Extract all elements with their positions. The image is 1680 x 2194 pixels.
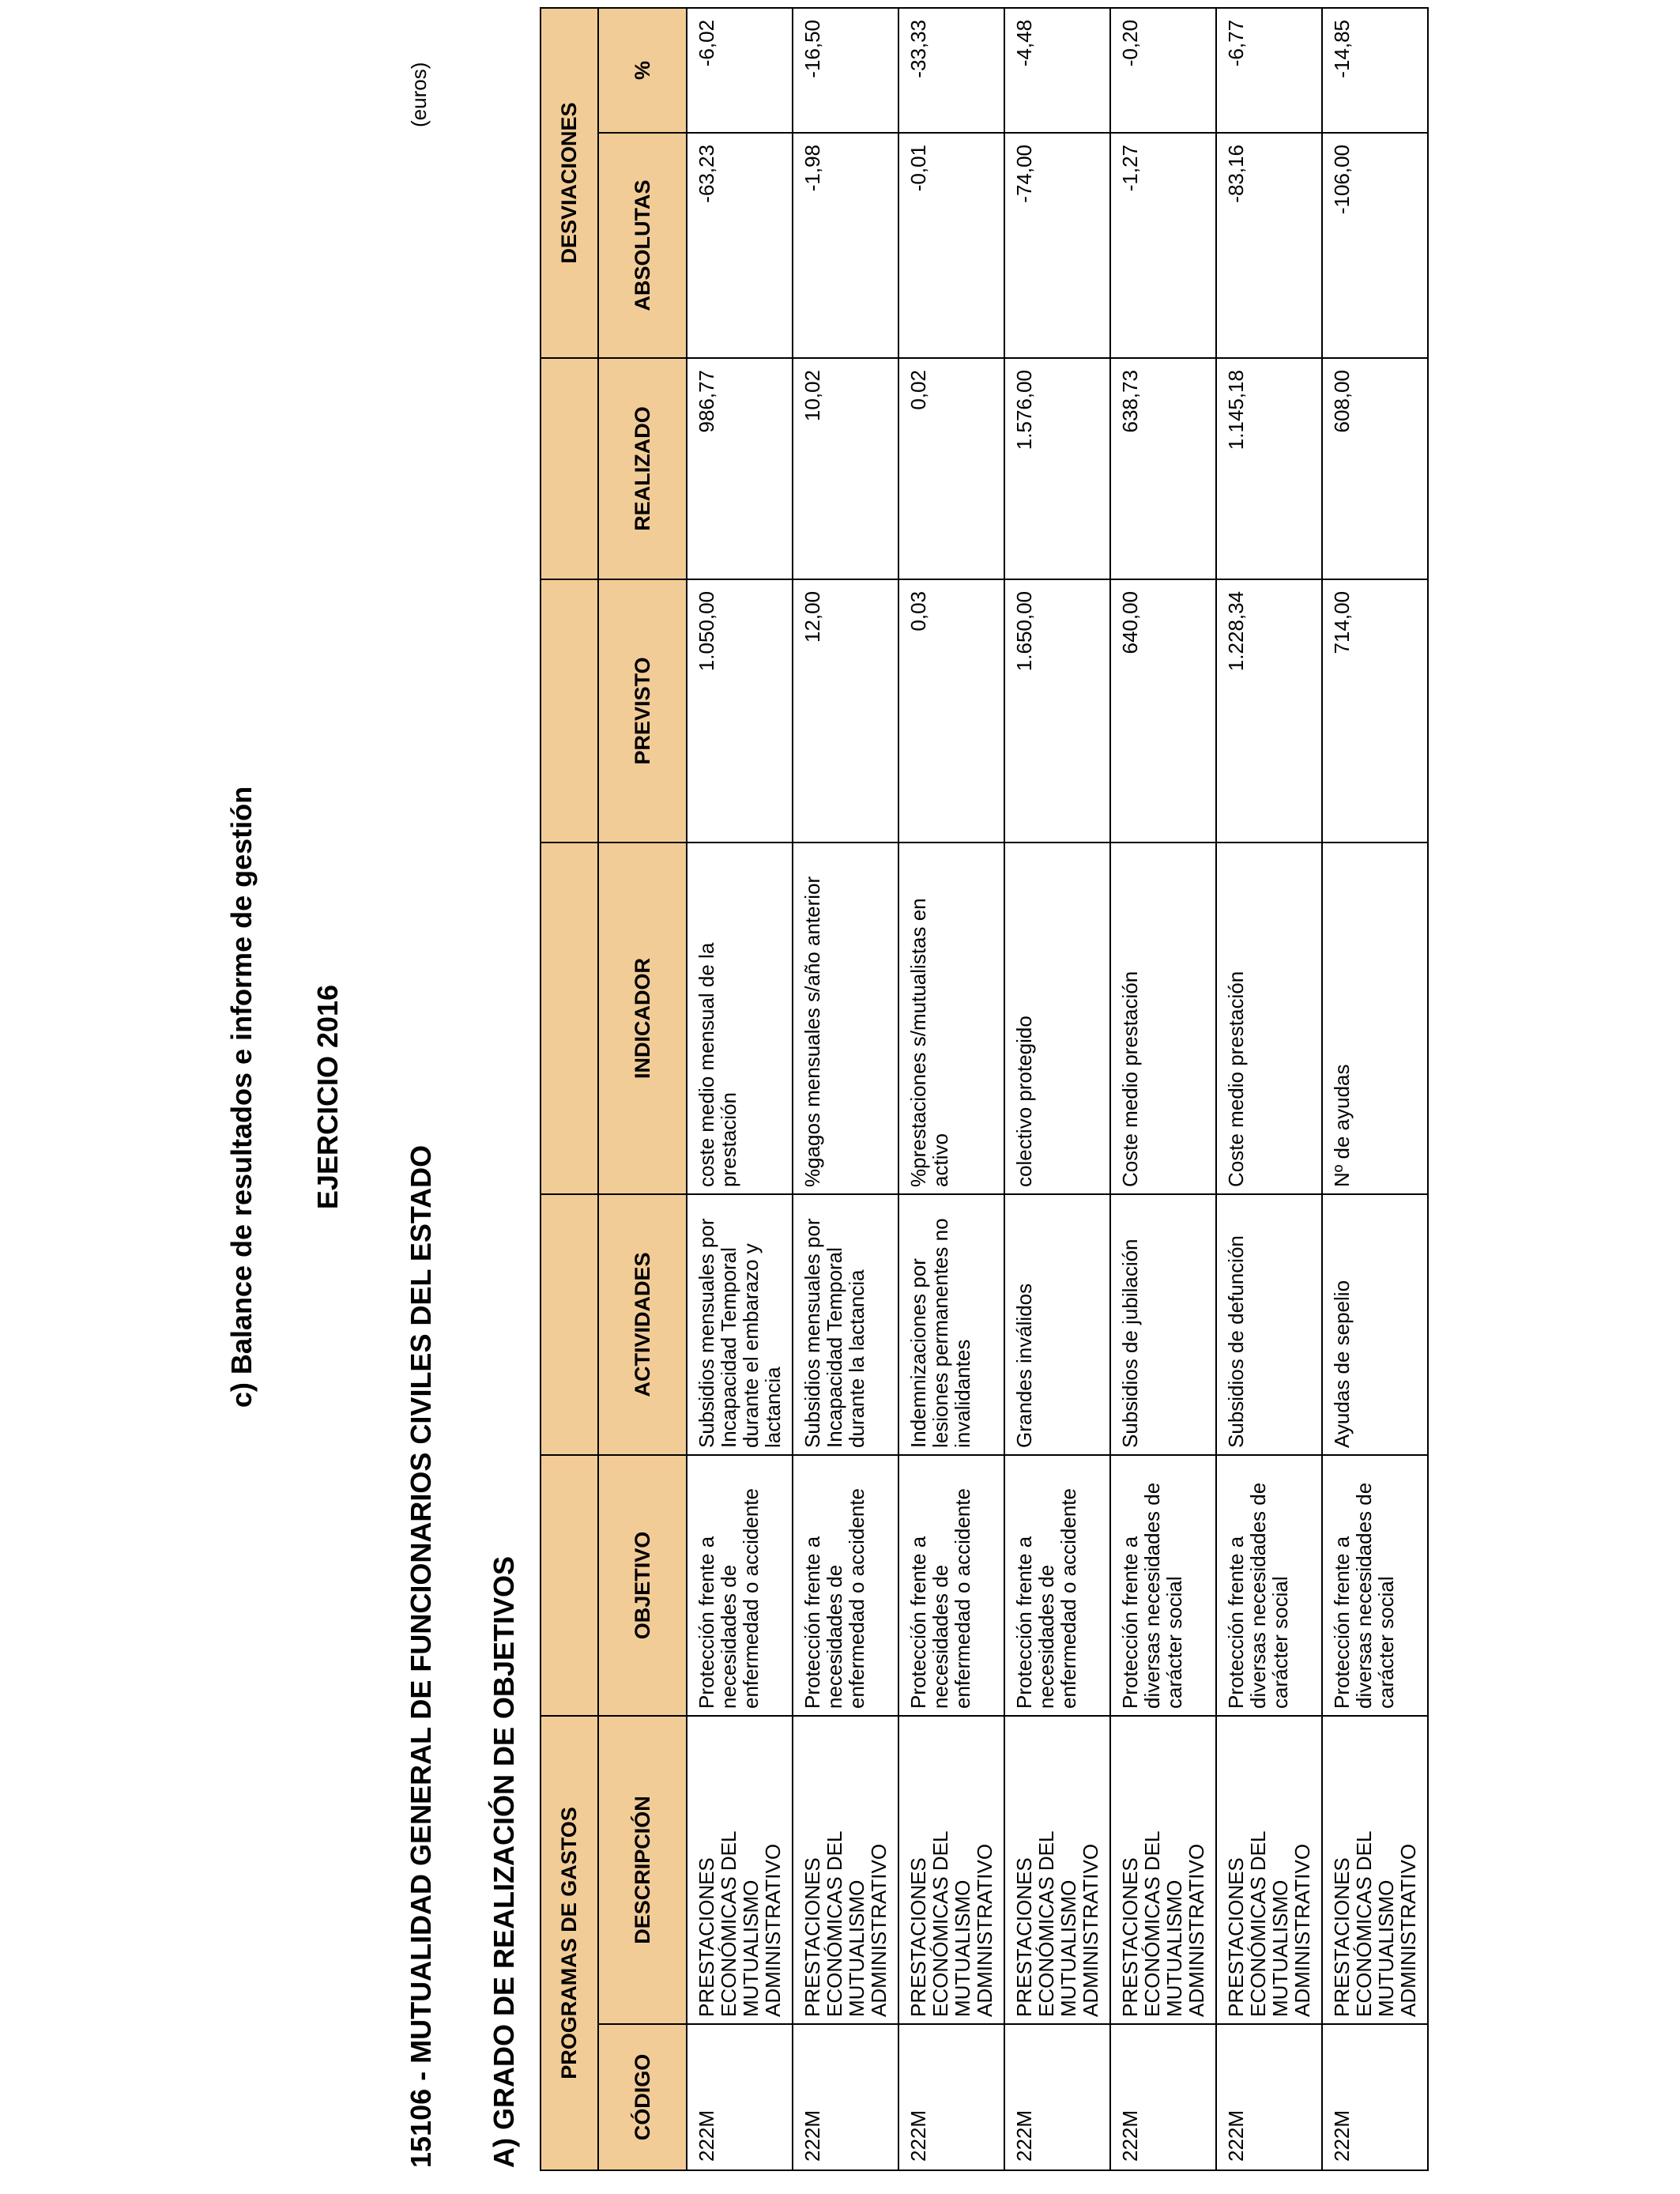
cell-previsto: 0,03 — [898, 579, 1004, 843]
cell-descripcion: PRESTACIONES ECONÓMICAS DEL MUTUALISMO ADMINISTRATIVO — [687, 1716, 793, 2024]
header-spacer — [541, 358, 598, 579]
cell-absolutas: -106,00 — [1322, 133, 1428, 358]
cell-indicador: Coste medio prestación — [1216, 843, 1322, 1194]
cell-porcentaje: -16,50 — [793, 8, 898, 133]
cell-realizado: 10,02 — [793, 358, 898, 579]
cell-codigo: 222M — [1322, 2024, 1428, 2170]
table-row — [1322, 8, 1428, 2170]
section-heading: A) GRADO DE REALIZACIÓN DE OBJETIVOS — [488, 1555, 520, 2168]
cell-descripcion: PRESTACIONES ECONÓMICAS DEL MUTUALISMO ADMINISTRATIVO — [898, 1716, 1004, 2024]
table-row — [793, 8, 898, 2170]
cell-indicador: %prestaciones s/mutualistas en activo — [898, 843, 1004, 1194]
cell-descripcion: PRESTACIONES ECONÓMICAS DEL MUTUALISMO ADMINISTRATIVO — [1004, 1716, 1110, 2024]
cell-indicador: Nº de ayudas — [1322, 843, 1428, 1194]
cell-actividades: Subsidios mensuales por Incapacidad Temporal durante la lactancia — [793, 1194, 898, 1455]
column-header-actividades: ACTIVIDADES — [598, 1194, 687, 1455]
table-row — [898, 8, 1004, 2170]
cell-realizado: 1.145,18 — [1216, 358, 1322, 579]
cell-codigo: 222M — [898, 2024, 1004, 2170]
cell-indicador: %gagos mensuales s/año anterior — [793, 843, 898, 1194]
cell-indicador: colectivo protegido — [1004, 843, 1110, 1194]
table-body — [687, 8, 1428, 2170]
cell-codigo: 222M — [687, 2024, 793, 2170]
cell-descripcion: PRESTACIONES ECONÓMICAS DEL MUTUALISMO ADMINISTRATIVO — [1110, 1716, 1216, 2024]
table-row — [1110, 8, 1216, 2170]
table-row — [1004, 8, 1110, 2170]
cell-objetivo: Protección frente a diversas necesidades de carácter social — [1110, 1455, 1216, 1716]
cell-realizado: 638,73 — [1110, 358, 1216, 579]
column-header-indicador: INDICADOR — [598, 843, 687, 1194]
cell-indicador: coste medio mensual de la prestación — [687, 843, 793, 1194]
cell-previsto: 1.050,00 — [687, 579, 793, 843]
header-spacer — [541, 1455, 598, 1716]
cell-porcentaje: -0,20 — [1110, 8, 1216, 133]
cell-actividades: Indemnizaciones por lesiones permanentes no invalidantes — [898, 1194, 1004, 1455]
cell-realizado: 986,77 — [687, 358, 793, 579]
cell-actividades: Subsidios de jubilación — [1110, 1194, 1216, 1455]
cell-codigo: 222M — [793, 2024, 898, 2170]
fiscal-year-heading: EJERCICIO 2016 — [311, 984, 344, 1210]
cell-codigo: 222M — [1110, 2024, 1216, 2170]
cell-absolutas: -63,23 — [687, 133, 793, 358]
column-header-absolutas: ABSOLUTAS — [598, 133, 687, 358]
cell-descripcion: PRESTACIONES ECONÓMICAS DEL MUTUALISMO ADMINISTRATIVO — [1216, 1716, 1322, 2024]
cell-codigo: 222M — [1216, 2024, 1322, 2170]
cell-porcentaje: -6,77 — [1216, 8, 1322, 133]
column-header-porcentaje: % — [598, 8, 687, 133]
cell-objetivo: Protección frente a diversas necesidades de carácter social — [1322, 1455, 1428, 1716]
cell-indicador: Coste medio prestación — [1110, 843, 1216, 1194]
group-header-programas: PROGRAMAS DE GASTOS — [541, 1716, 598, 2170]
cell-actividades: Subsidios de defunción — [1216, 1194, 1322, 1455]
cell-objetivo: Protección frente a necesidades de enfermedad o accidente — [898, 1455, 1004, 1716]
table-row — [1216, 8, 1322, 2170]
cell-absolutas: -1,98 — [793, 133, 898, 358]
cell-objetivo: Protección frente a necesidades de enfermedad o accidente — [687, 1455, 793, 1716]
header-spacer — [541, 579, 598, 843]
cell-objetivo: Protección frente a necesidades de enfermedad o accidente — [793, 1455, 898, 1716]
cell-actividades: Subsidios mensuales por Incapacidad Temporal durante el embarazo y lactancia — [687, 1194, 793, 1455]
cell-absolutas: -74,00 — [1004, 133, 1110, 358]
column-header-previsto: PREVISTO — [598, 579, 687, 843]
cell-absolutas: -1,27 — [1110, 133, 1216, 358]
cell-previsto: 12,00 — [793, 579, 898, 843]
header-spacer — [541, 843, 598, 1194]
cell-objetivo: Protección frente a necesidades de enfermedad o accidente — [1004, 1455, 1110, 1716]
entity-heading: 15106 - MUTUALIDAD GENERAL DE FUNCIONARIOS CIVILES DEL ESTADO — [405, 1144, 437, 2168]
cell-previsto: 714,00 — [1322, 579, 1428, 843]
objectives-table — [540, 7, 1429, 2171]
cell-porcentaje: -33,33 — [898, 8, 1004, 133]
cell-absolutas: -83,16 — [1216, 133, 1322, 358]
cell-porcentaje: -14,85 — [1322, 8, 1428, 133]
cell-descripcion: PRESTACIONES ECONÓMICAS DEL MUTUALISMO ADMINISTRATIVO — [1322, 1716, 1428, 2024]
cell-previsto: 640,00 — [1110, 579, 1216, 843]
group-header-desviaciones: DESVIACIONES — [541, 8, 598, 358]
column-header-objetivo: OBJETIVO — [598, 1455, 687, 1716]
cell-realizado: 0,02 — [898, 358, 1004, 579]
document-title: c) Balance de resultados e informe de gestión — [225, 786, 258, 1408]
cell-descripcion: PRESTACIONES ECONÓMICAS DEL MUTUALISMO ADMINISTRATIVO — [793, 1716, 898, 2024]
cell-previsto: 1.650,00 — [1004, 579, 1110, 843]
column-header-codigo: CÓDIGO — [598, 2024, 687, 2170]
units-label: (euros) — [407, 62, 431, 127]
cell-porcentaje: -4,48 — [1004, 8, 1110, 133]
cell-actividades: Grandes inválidos — [1004, 1194, 1110, 1455]
cell-actividades: Ayudas de sepelio — [1322, 1194, 1428, 1455]
cell-absolutas: -0,01 — [898, 133, 1004, 358]
cell-realizado: 1.576,00 — [1004, 358, 1110, 579]
cell-porcentaje: -6,02 — [687, 8, 793, 133]
header-spacer — [541, 1194, 598, 1455]
column-header-descripcion: DESCRIPCIÓN — [598, 1716, 687, 2024]
column-header-realizado: REALIZADO — [598, 358, 687, 579]
table-row — [687, 8, 793, 2170]
table-header — [541, 8, 687, 2170]
cell-objetivo: Protección frente a diversas necesidades de carácter social — [1216, 1455, 1322, 1716]
cell-realizado: 608,00 — [1322, 358, 1428, 579]
cell-codigo: 222M — [1004, 2024, 1110, 2170]
cell-previsto: 1.228,34 — [1216, 579, 1322, 843]
